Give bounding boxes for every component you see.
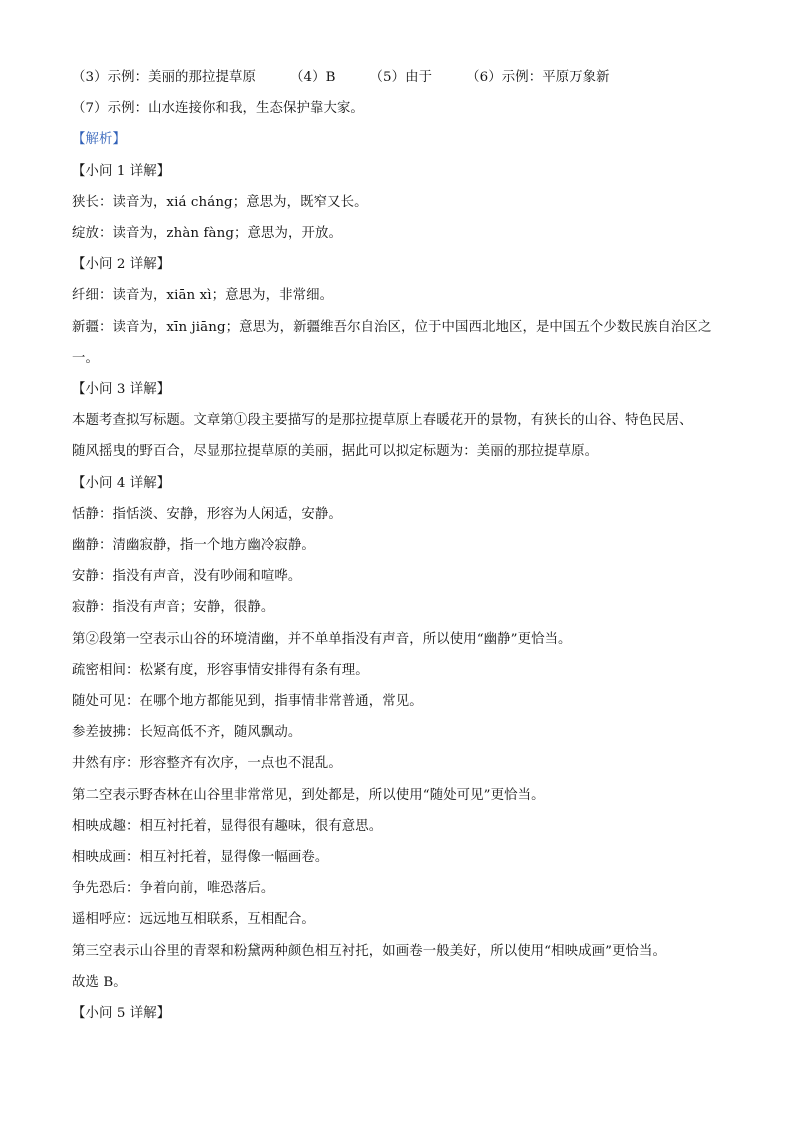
q4-line: 第二空表示野杏林在山谷里非常常见，到处都是，所以使用“随处可见”更恰当。	[72, 787, 545, 803]
q3-line: 随风摇曳的野百合，尽显那拉提草原的美丽，据此可以拟定标题为：美丽的那拉提草原。	[72, 444, 599, 460]
q4-line: 寂静：指没有声音；安静，很静。	[72, 600, 275, 616]
q3-heading: 【小问 3 详解】	[72, 382, 171, 398]
q4-line: 遥相呼应：远远地互相联系，互相配合。	[72, 912, 315, 928]
analysis-heading: 【解析】	[72, 132, 126, 148]
q5-heading: 【小问 5 详解】	[72, 1006, 171, 1022]
q2-line: 一。	[72, 350, 99, 366]
q4-line: 第②段第一空表示山谷的环境清幽，并不单单指没有声音，所以使用“幽静”更恰当。	[72, 631, 572, 647]
answers-row	[72, 62, 732, 93]
q4-line: 恬静：指恬淡、安静，形容为人闲适，安静。	[72, 506, 342, 522]
q4-line: 争先恐后：争着向前，唯恐落后。	[72, 881, 275, 897]
q2-line: 纤细：读音为，xiān xì；意思为，非常细。	[72, 288, 334, 304]
q1-line: 绽放：读音为，zhàn fàng；意思为，开放。	[72, 226, 342, 242]
answer-5: （5）由于	[369, 70, 433, 85]
q4-line: 参差披拂：长短高低不齐，随风飘动。	[72, 725, 302, 741]
answer-6: （6）示例：平原万象新	[466, 70, 610, 85]
q4-line: 井然有序：形容整齐有次序，一点也不混乱。	[72, 756, 342, 772]
q4-heading: 【小问 4 详解】	[72, 475, 171, 491]
answer-7: （7）示例：山水连接你和我，生态保护靠大家。	[72, 101, 364, 117]
q4-line: 第三空表示山谷里的青翠和粉黛两种颜色相互衬托，如画卷一般美好，所以使用“相映成画”更恰当。	[72, 943, 666, 959]
q2-line: 新疆：读音为，xīn jiāng；意思为，新疆维吾尔自治区，位于中国西北地区，是中国五个少数民族自治区之	[72, 319, 712, 335]
q4-line: 相映成趣：相互衬托着，显得很有趣味，很有意思。	[72, 818, 383, 834]
q4-line: 随处可见：在哪个地方都能见到，指事情非常普通，常见。	[72, 694, 423, 710]
document-page	[72, 62, 732, 1029]
q4-line: 安静：指没有声音，没有吵闹和喧哗。	[72, 569, 302, 585]
q4-line: 故选 B。	[72, 974, 127, 990]
q4-line: 疏密相间：松紧有度，形容事情安排得有条有理。	[72, 662, 369, 678]
answer-4: （4）B	[290, 70, 336, 85]
q1-line: 狭长：读音为，xiá cháng；意思为，既窄又长。	[72, 194, 368, 210]
q1-heading: 【小问 1 详解】	[72, 163, 171, 179]
q4-line: 相映成画：相互衬托着，显得像一幅画卷。	[72, 850, 329, 866]
q3-line: 本题考查拟写标题。文章第①段主要描写的是那拉提草原上春暖花开的景物，有狭长的山谷、特色民居、	[72, 413, 693, 429]
q4-line: 幽静：清幽寂静，指一个地方幽冷寂静。	[72, 538, 315, 554]
q2-heading: 【小问 2 详解】	[72, 257, 171, 273]
answer-3: （3）示例：美丽的那拉提草原	[72, 70, 256, 85]
